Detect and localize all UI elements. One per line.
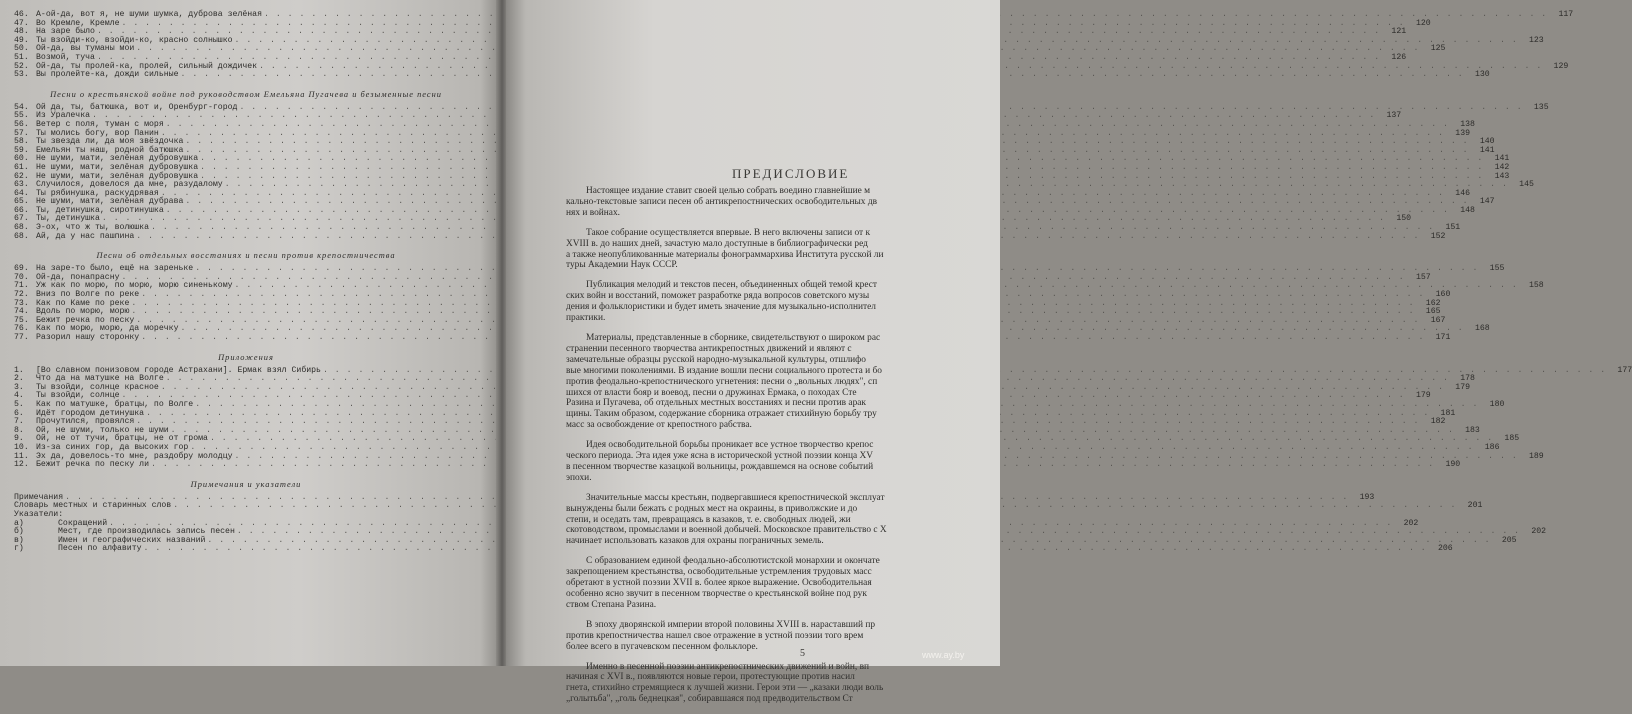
- toc-entry-number: 63.: [14, 180, 29, 190]
- toc-section-title: Песни о крестьянской войне под руководством Емельяна Пугачева и безыменные песни: [50, 89, 442, 99]
- toc-entry-title: Ты, детинушка, сиротинушка: [36, 205, 164, 215]
- toc-entry-page: 168: [1474, 324, 1490, 334]
- toc-entry-title: Как по Каме по реке: [36, 298, 130, 308]
- toc-entry-title: На заре было: [36, 27, 95, 37]
- toc-entry-page: 165: [1425, 307, 1441, 317]
- preface-line: нях и войнах.: [566, 207, 620, 218]
- toc-entry-page: 145: [1519, 180, 1534, 190]
- toc-entry-title: Имен и географических названий: [58, 535, 206, 545]
- toc-entry-number: 47.: [14, 18, 29, 28]
- preface-paragraph: [566, 280, 1006, 324]
- toc-entry-title: Ты звезда ли, да моя звёздочка: [36, 137, 184, 147]
- preface-line: Разина и Пугачева, об отдельных местных восстаниях и песни против арак: [566, 398, 866, 409]
- preface-line: Идея освободительной борьбы проникает все устное творчество крепос: [586, 440, 874, 451]
- toc-entry-page: 141: [1479, 145, 1495, 155]
- toc-entry-page: 157: [1415, 272, 1431, 282]
- toc-entry-title: Не шуми, мати, зелёная дубровушка: [36, 162, 199, 172]
- preface-line: замечательные образцы русской народно-музыкальной культуры, отшлифо: [566, 354, 866, 365]
- toc-entry-page: 142: [1494, 162, 1510, 172]
- preface-paragraph: [566, 620, 1006, 653]
- preface-line: ческого периода. Эта идея уже ясна в исторической устной поэзии конца XV: [566, 451, 874, 462]
- toc-entry-title: Ой-да, понапрасну: [36, 272, 120, 282]
- preface-line: Значительные массы крестьян, подвергавшиеся крепостнической эксплуат: [586, 492, 885, 503]
- toc-entry-title: Ты, детинушка: [36, 214, 100, 224]
- toc-entry: [14, 70, 1490, 80]
- toc-entry-page: 171: [1435, 333, 1451, 342]
- toc-entry-number: 67.: [14, 214, 29, 224]
- toc-entry-number: 66.: [14, 205, 29, 215]
- preface-line: дения и фольклористики и будет иметь значение для музыкально-исполнител: [566, 302, 876, 313]
- toc-entry-page: 137: [1386, 111, 1402, 121]
- toc-entry-page: 123: [1528, 35, 1544, 45]
- toc-entry-number: 70.: [14, 272, 29, 282]
- right-page: [506, 0, 1000, 705]
- toc-entry-page: 126: [1391, 52, 1407, 62]
- toc-entry-page: 155: [1489, 264, 1505, 274]
- toc-section-title: Приложения: [218, 352, 274, 362]
- toc-entry-number: г): [14, 544, 24, 554]
- preface-line: более всего в пугачевском песенном фольклоре.: [566, 641, 758, 652]
- toc-entry-page: 177: [1617, 365, 1632, 375]
- toc-entry-title: Емельян ты наш, родной батюшка: [36, 145, 184, 155]
- toc-entry-page: 206: [1437, 544, 1453, 554]
- toc-entry: [14, 544, 1453, 554]
- preface-paragraph: [566, 333, 1006, 431]
- preface-line: против крепостничества нашел свое отражение в устной поэзии того врем: [566, 630, 864, 641]
- toc-entry-page: 129: [1553, 61, 1569, 71]
- toc-entry-title: Ой-да, ты пролей-ка, пролей, сильный дождичек: [36, 61, 258, 71]
- toc-entry-number: 1.: [14, 365, 24, 375]
- toc-entry-page: 190: [1445, 460, 1461, 470]
- toc-entry-number: 57.: [14, 128, 29, 138]
- preface-line: начиная с XVI в., появляются новые герои, протестующие против насил: [566, 672, 855, 683]
- toc-entry-page: 140: [1479, 137, 1495, 147]
- toc-entry-number: 69.: [14, 264, 29, 274]
- toc-entry-number: 8.: [14, 425, 24, 435]
- toc-entry-page: 150: [1396, 214, 1412, 224]
- toc-entry-number: 52.: [14, 61, 29, 71]
- toc-entry-page: 189: [1528, 451, 1544, 461]
- toc-entry-title: Возмой, туча: [36, 52, 95, 62]
- preface-line: скотоводством, промыслами и военной добычей. Московское правительство с Х: [566, 525, 887, 536]
- toc-entry-page: 186: [1484, 442, 1500, 452]
- toc-entry-title: Примечания: [14, 492, 64, 502]
- toc-entry-page: 121: [1391, 27, 1407, 37]
- toc-entry-number: 71.: [14, 281, 29, 291]
- toc-entry-page: 167: [1430, 315, 1446, 325]
- preface-line: масс за освобождение от крепостного рабства.: [566, 420, 752, 431]
- toc-entry-number: 64.: [14, 188, 29, 198]
- toc-entry-number: 74.: [14, 307, 29, 317]
- toc-entry-title: Ты рябинушка, раскудрявая: [36, 188, 159, 198]
- toc-entry-title: Что да на матушке на Волге: [36, 374, 164, 384]
- toc-entry-number: 49.: [14, 35, 29, 45]
- toc-entry-title: Вдоль по морю, морю: [36, 307, 130, 317]
- toc-entry-page: 180: [1489, 399, 1505, 409]
- preface-line: XVIII в. до наших дней, зачастую мало доступные в библиографически ред: [566, 238, 868, 249]
- preface-line: ских войн и восстаний, поможет разработке ряда вопросов советского музы: [566, 291, 870, 302]
- preface-line: против феодально-крепостнического угнетения: песни о „вольных людях", сп: [566, 376, 878, 387]
- toc-entry-title: Не шуми, мати, зелёная дубровушка: [36, 154, 199, 164]
- toc-entry-page: 193: [1359, 492, 1375, 502]
- preface-line: степи, и оседать там, превращаясь в казаков, т. е. свободных людей, жи: [566, 514, 851, 525]
- toc-entry-page: 162: [1425, 298, 1441, 308]
- toc-entry-title: Мест, где производилась запись песен: [58, 527, 235, 537]
- toc-section-title: Примечания и указатели: [190, 479, 302, 489]
- toc-entry-number: 60.: [14, 154, 29, 164]
- toc-entry-number: 55.: [14, 111, 29, 121]
- toc-entry-title: Случилося, довелося да мне, разудалому: [36, 180, 223, 190]
- toc-entry-page: 135: [1533, 102, 1549, 112]
- toc-entry-title: Как по морю, морю, да моречку: [36, 324, 179, 334]
- toc-section-title: Песни об отдельных восстаниях и песни против крепостничества: [96, 251, 396, 261]
- preface-title: ПРЕДИСЛОВИЕ: [732, 166, 850, 181]
- toc-entry-number: 4.: [14, 391, 24, 401]
- toc-entry-number: 46.: [14, 10, 29, 19]
- toc-entry-number: 65.: [14, 197, 29, 207]
- toc-entry-number: 73.: [14, 298, 29, 308]
- toc-entry-title: Уж как по морю, по морю, морю синенькому: [36, 281, 233, 291]
- toc-entry-title: Ой, не от тучи, братцы, не от грома: [36, 434, 208, 444]
- toc-entry-title: Песен по алфавиту: [58, 544, 142, 554]
- preface-line: Материалы, представленные в сборнике, свидетельствуют о широком рас: [586, 332, 881, 343]
- toc-entry-number: 53.: [14, 70, 29, 80]
- toc-entry-page: 179: [1415, 391, 1431, 401]
- toc-entry-number: 68.: [14, 223, 29, 233]
- preface-line: странении песенного творчества антикрепостных движений и являют с: [566, 343, 852, 354]
- page-number: 5: [800, 648, 805, 659]
- preface-paragraph: [566, 440, 1006, 484]
- preface-line: Именно в песенной поэзии антикрепостнических движений и войн, вп: [586, 661, 870, 672]
- preface-line: шихся от власти бояр и воевод, песни о дружинах Ермака, о походах Сте: [566, 387, 857, 398]
- preface-line: вынуждены были бежать с родных мест на окраины, в приволжские и до: [566, 503, 858, 514]
- toc-entry-title: Ой да, ты, батюшка, вот и, Оренбург-город: [36, 102, 238, 112]
- toc-entry-number: 5.: [14, 399, 24, 409]
- toc-entry-number: 72.: [14, 290, 29, 300]
- preface-line: обретают в устной поэзии XVII в. более яркое выражение. Освободительная: [566, 578, 872, 589]
- toc-entry-page: 120: [1415, 18, 1431, 28]
- preface-line: Настоящее издание ставит своей целью собрать воедино главнейшие м: [586, 186, 871, 196]
- preface-body: [566, 186, 1006, 714]
- toc-entry-title: Разорил нашу сторонку: [36, 333, 140, 342]
- toc-entry-title: Ой-да, вы туманы мои: [36, 44, 135, 54]
- toc-entry-page: 138: [1460, 119, 1475, 129]
- toc-entry-number: 77.: [14, 333, 29, 342]
- preface-paragraph: [566, 186, 1006, 219]
- toc-entry-title: Идёт городом детинушка: [36, 408, 145, 418]
- toc-entry-title: Бежит речка по песку: [36, 315, 135, 325]
- toc-entry-page: 143: [1494, 171, 1510, 181]
- toc-entry-page: 141: [1494, 154, 1510, 164]
- toc-entry-title: Ветер с поля, туман с моря: [36, 119, 164, 129]
- preface-line: „голытьба", „голь беднецкая", собиравшаяся под предводительством Ст: [566, 694, 853, 705]
- toc-entry-title: Из-за синих гор, да высоких гор: [36, 442, 189, 452]
- toc-entry-number: 68.: [14, 231, 29, 241]
- toc-entry-title: Ты взойди, солнце: [36, 391, 120, 401]
- preface-line: начинает использовать казаков для охраны пограничных земель.: [566, 536, 824, 547]
- preface-line: закрепощением крестьянства, освободительные устремления трудовых масс: [566, 567, 872, 578]
- toc-entry-title: Ты молись богу, вор Панин: [36, 128, 159, 138]
- toc-entry-page: 151: [1445, 223, 1461, 233]
- toc-entry-title: А-ой-да, вот я, не шуми шумка, дуброва зелёная: [36, 10, 263, 19]
- toc-entry-page: 125: [1430, 44, 1446, 54]
- preface-line: гнета, стихийно стремящиеся к лучшей жизни. Герои эти — „казаки люди воль: [566, 683, 884, 694]
- preface-paragraph: [566, 493, 1006, 548]
- toc-entry-number: 76.: [14, 324, 29, 334]
- preface-line: С образованием единой феодально-абсолютистской монархии и окончате: [586, 556, 880, 567]
- toc-entry-title: Бежит речка по песку ли: [36, 460, 150, 470]
- preface-paragraph: [566, 662, 1006, 706]
- preface-line: эпохи.: [566, 472, 592, 483]
- toc-entry-title: Во Кремле, Кремле: [36, 18, 120, 28]
- toc-entry-number: 50.: [14, 44, 29, 54]
- toc-entry-page: 148: [1460, 205, 1475, 215]
- toc-entry-page: 117: [1558, 10, 1574, 19]
- toc-entry-title: Сокращений: [58, 518, 108, 528]
- preface-line: В эпоху дворянской империи второй половины XVIII в. нараставший пр: [586, 619, 876, 630]
- toc-entry-title: Словарь местных и старинных слов: [14, 501, 172, 511]
- toc-entry-page: 139: [1455, 128, 1471, 138]
- toc-entry-title: Ты взойди-ко, взойди-ко, красно солнышко: [36, 35, 233, 45]
- toc-entry-page: 202: [1531, 527, 1547, 537]
- toc-entry-title: Э-ох, что ж ты, волюшка: [36, 223, 150, 233]
- toc-entry-number: б): [14, 527, 24, 537]
- toc-entry-number: а): [14, 518, 24, 528]
- toc-entry-page: 185: [1504, 434, 1520, 444]
- preface-line: особенно ясно звучит в песенном творчестве о крестьянской войне под рук: [566, 589, 867, 599]
- preface-line: Публикация мелодий и текстов песен, объединенных общей темой крест: [586, 280, 878, 291]
- toc-entry-title: Из Уралечка: [36, 111, 91, 121]
- toc-entry-number: в): [14, 535, 24, 545]
- toc-entry-title: Эх да, довелось-то мне, раздобру молодцу: [36, 451, 233, 461]
- toc-entry-number: 56.: [14, 119, 29, 129]
- toc-entry-page: 201: [1467, 501, 1483, 511]
- toc-entry-page: 147: [1479, 197, 1495, 207]
- toc-entry-title: Не шуми, мати, зелёная дубрава: [36, 197, 184, 207]
- toc-entry-number: 61.: [14, 162, 29, 172]
- toc-entry-page: 158: [1528, 281, 1544, 291]
- preface-line: туры Академии Наук СССР.: [566, 260, 678, 271]
- preface-line: а также неопубликованные материалы фонограммархива Института русской ли: [566, 249, 884, 260]
- preface-line: Такое собрание осуществляется впервые. В него включены записи от к: [586, 227, 871, 238]
- preface-paragraph: [566, 228, 1006, 272]
- toc-entry-title: Ай, да у нас пашпина: [36, 231, 135, 241]
- preface-paragraph: [566, 556, 1006, 611]
- toc-entry-title: Как по матушке, братцы, по Волге: [36, 399, 194, 409]
- preface-line: практики.: [566, 313, 606, 324]
- toc-entry-number: 3.: [14, 382, 24, 392]
- toc-index-heading: Указатели:: [14, 509, 64, 519]
- toc-entry-page: 152: [1430, 231, 1446, 241]
- toc-entry-number: 2.: [14, 374, 24, 384]
- toc-entry-page: 183: [1465, 425, 1480, 435]
- toc-entry-title: Вниз по Волге по реке: [36, 290, 140, 300]
- toc-entry-title: Прочутился, провялся: [36, 417, 135, 427]
- preface-line: вые многими поколениями. В издание вошли песни социального протеста и бо: [566, 365, 882, 376]
- toc-entry-page: 179: [1455, 382, 1471, 392]
- toc-entry-page: 182: [1430, 417, 1446, 427]
- toc-entry-number: 75.: [14, 315, 29, 325]
- toc-entry-page: 146: [1455, 188, 1471, 198]
- watermark: www.ay.by: [922, 650, 965, 660]
- toc-entry-title: Не шуми, мати, зелёная дубровушка: [36, 171, 199, 181]
- toc-entry-number: 12.: [14, 460, 29, 470]
- toc-entry-title: Ой, не шуми, только не шуми: [36, 425, 169, 435]
- toc-entry-number: 11.: [14, 451, 29, 461]
- preface-line: в песенном творчестве казацкой вольницы, рождавшемся на основе событий: [566, 461, 874, 472]
- toc-entry-number: 48.: [14, 27, 29, 37]
- toc-block-1: [14, 10, 1574, 80]
- toc-entry-number: 51.: [14, 52, 29, 62]
- toc-entry-title: Вы пролейте-ка, дожди сильные: [36, 70, 179, 80]
- toc-entry-title: На заре-то было, ещё на зареньке: [36, 264, 194, 274]
- toc-entry-page: 160: [1435, 290, 1451, 300]
- toc-entry-page: 178: [1460, 374, 1475, 384]
- toc-entry-page: 130: [1474, 70, 1490, 80]
- preface-line: ством Степана Разина.: [566, 599, 657, 610]
- toc-entry-number: 54.: [14, 102, 29, 112]
- toc-entry-title: Ты взойди, солнце красное: [36, 382, 159, 392]
- toc-entry-page: 181: [1440, 408, 1456, 418]
- toc-entry-number: 62.: [14, 171, 29, 181]
- toc-entry-page: 202: [1403, 518, 1419, 528]
- toc-entry-number: 10.: [14, 442, 29, 452]
- toc-entry-number: 9.: [14, 434, 24, 444]
- preface-line: щины. Таким образом, содержание сборника отражает стихийную борьбу тру: [566, 409, 877, 420]
- toc-entry-number: 6.: [14, 408, 24, 418]
- toc-entry-title: [Во славном понизовом городе Астрахани]. Ермак взял Сибирь: [36, 365, 321, 375]
- toc-entry-number: 58.: [14, 137, 29, 147]
- toc-entry-page: 205: [1501, 535, 1517, 545]
- toc-entry-number: 7.: [14, 417, 24, 427]
- preface-line: кально-текстовые записи песен об антикрепостнических освободительных дв: [566, 196, 878, 207]
- toc-entry-number: 59.: [14, 145, 29, 155]
